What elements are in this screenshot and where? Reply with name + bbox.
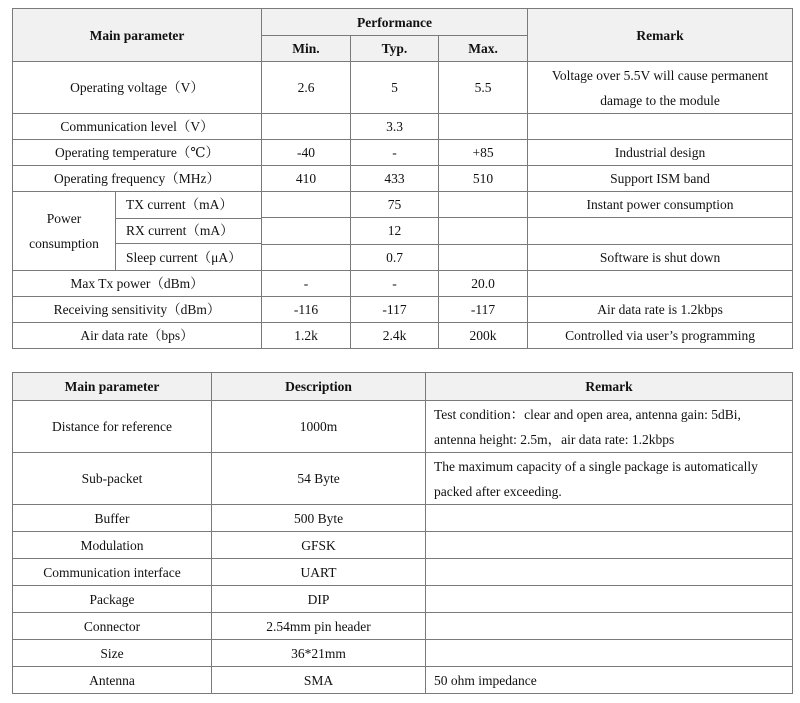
remark-cell xyxy=(528,114,793,140)
header-remark: Remark xyxy=(528,9,793,62)
typ-cell: 12 xyxy=(351,218,439,244)
param-cell: Communication interface xyxy=(13,559,212,586)
max-cell xyxy=(439,244,528,270)
param-cell: Antenna xyxy=(13,667,212,694)
min-cell xyxy=(262,192,351,218)
min-cell: 2.6 xyxy=(262,62,351,114)
param-cell: Operating frequency（MHz） xyxy=(13,166,262,192)
param-cell: Size xyxy=(13,640,212,667)
param-cell: Air data rate（bps） xyxy=(13,323,262,349)
table-row xyxy=(13,613,793,640)
remark-cell xyxy=(426,559,793,586)
remark-cell xyxy=(426,505,793,532)
desc-cell: GFSK xyxy=(212,532,426,559)
typ-cell: 2.4k xyxy=(351,323,439,349)
desc-cell: 36*21mm xyxy=(212,640,426,667)
table-row xyxy=(13,323,793,349)
typ-cell: - xyxy=(351,140,439,166)
param-cell: Modulation xyxy=(13,532,212,559)
max-cell: 5.5 xyxy=(439,62,528,114)
param-cell: Connector xyxy=(13,613,212,640)
typ-cell: 75 xyxy=(351,192,439,218)
max-cell: +85 xyxy=(439,140,528,166)
param-cell: Receiving sensitivity（dBm） xyxy=(13,297,262,323)
header-remark: Remark xyxy=(426,373,793,401)
table-row xyxy=(13,192,793,218)
max-cell xyxy=(439,192,528,218)
table-row xyxy=(13,271,793,297)
param-cell: Sleep current（μA） xyxy=(126,249,242,265)
table-row xyxy=(13,140,793,166)
remark-cell: Air data rate is 1.2kbps xyxy=(528,297,793,323)
remark-cell xyxy=(528,218,793,244)
header-min: Min. xyxy=(262,36,351,62)
min-cell xyxy=(262,218,351,244)
table-row xyxy=(13,401,793,453)
table-row xyxy=(13,559,793,586)
param-cell: Buffer xyxy=(13,505,212,532)
table-row xyxy=(13,586,793,613)
param-cell: Distance for reference xyxy=(13,401,212,453)
desc-cell: 1000m xyxy=(212,401,426,453)
table-row xyxy=(13,114,793,140)
param-cell: Package xyxy=(13,586,212,613)
remark-cell: Support ISM band xyxy=(528,166,793,192)
remark-cell xyxy=(426,640,793,667)
remark-cell: Test condition：clear and open area, antenna gain: 5dBi, antenna height: 2.5m，air data rate: 1.2kbps xyxy=(426,401,793,453)
table-row xyxy=(13,505,793,532)
remark-cell xyxy=(426,613,793,640)
header-max: Max. xyxy=(439,36,528,62)
desc-cell: 500 Byte xyxy=(212,505,426,532)
remark-cell xyxy=(426,586,793,613)
min-cell: 410 xyxy=(262,166,351,192)
typ-cell: 0.7 xyxy=(351,244,439,270)
header-performance: Performance xyxy=(262,9,528,36)
param-cell: TX current（mA） xyxy=(116,192,261,219)
min-cell: -40 xyxy=(262,140,351,166)
header-main-parameter: Main parameter xyxy=(13,9,262,62)
max-cell xyxy=(439,218,528,244)
remark-cell: Instant power consumption xyxy=(528,192,793,218)
remark-cell: The maximum capacity of a single package is automatically packed after exceeding. xyxy=(426,453,793,505)
min-cell: -116 xyxy=(262,297,351,323)
remark-cell: Industrial design xyxy=(528,140,793,166)
table-row xyxy=(13,62,793,114)
performance-table xyxy=(12,8,793,349)
max-cell: 20.0 xyxy=(439,271,528,297)
remark-cell: 50 ohm impedance xyxy=(426,667,793,694)
min-cell xyxy=(262,244,351,270)
param-cell: Max Tx power（dBm） xyxy=(13,271,262,297)
max-cell xyxy=(439,114,528,140)
desc-cell: DIP xyxy=(212,586,426,613)
min-cell xyxy=(262,114,351,140)
desc-cell: 54 Byte xyxy=(212,453,426,505)
remark-cell xyxy=(528,271,793,297)
table-row xyxy=(13,640,793,667)
table-row xyxy=(13,453,793,505)
typ-cell: 3.3 xyxy=(351,114,439,140)
param-cell: Operating temperature（℃） xyxy=(13,140,262,166)
power-consumption-label: Power consumption xyxy=(13,192,116,270)
table-row xyxy=(13,166,793,192)
header-description: Description xyxy=(212,373,426,401)
power-group-cell xyxy=(13,192,262,271)
typ-cell: 5 xyxy=(351,62,439,114)
remark-cell: Software is shut down xyxy=(528,244,793,270)
remark-cell: Voltage over 5.5V will cause permanent damage to the module xyxy=(528,62,793,114)
typ-cell: - xyxy=(351,271,439,297)
description-table xyxy=(12,372,793,694)
param-cell: Operating voltage（V） xyxy=(13,62,262,114)
table-row xyxy=(13,667,793,694)
desc-cell: UART xyxy=(212,559,426,586)
desc-cell: 2.54mm pin header xyxy=(212,613,426,640)
header-main-parameter: Main parameter xyxy=(13,373,212,401)
remark-cell xyxy=(426,532,793,559)
param-cell: Sub-packet xyxy=(13,453,212,505)
min-cell: 1.2k xyxy=(262,323,351,349)
param-cell: RX current（mA） xyxy=(116,219,261,245)
max-cell: -117 xyxy=(439,297,528,323)
min-cell: - xyxy=(262,271,351,297)
max-cell: 510 xyxy=(439,166,528,192)
desc-cell: SMA xyxy=(212,667,426,694)
typ-cell: 433 xyxy=(351,166,439,192)
table-row xyxy=(13,532,793,559)
typ-cell: -117 xyxy=(351,297,439,323)
header-typ: Typ. xyxy=(351,36,439,62)
param-cell: Communication level（V） xyxy=(13,114,262,140)
table-row xyxy=(13,297,793,323)
remark-cell: Controlled via user’s programming xyxy=(528,323,793,349)
max-cell: 200k xyxy=(439,323,528,349)
